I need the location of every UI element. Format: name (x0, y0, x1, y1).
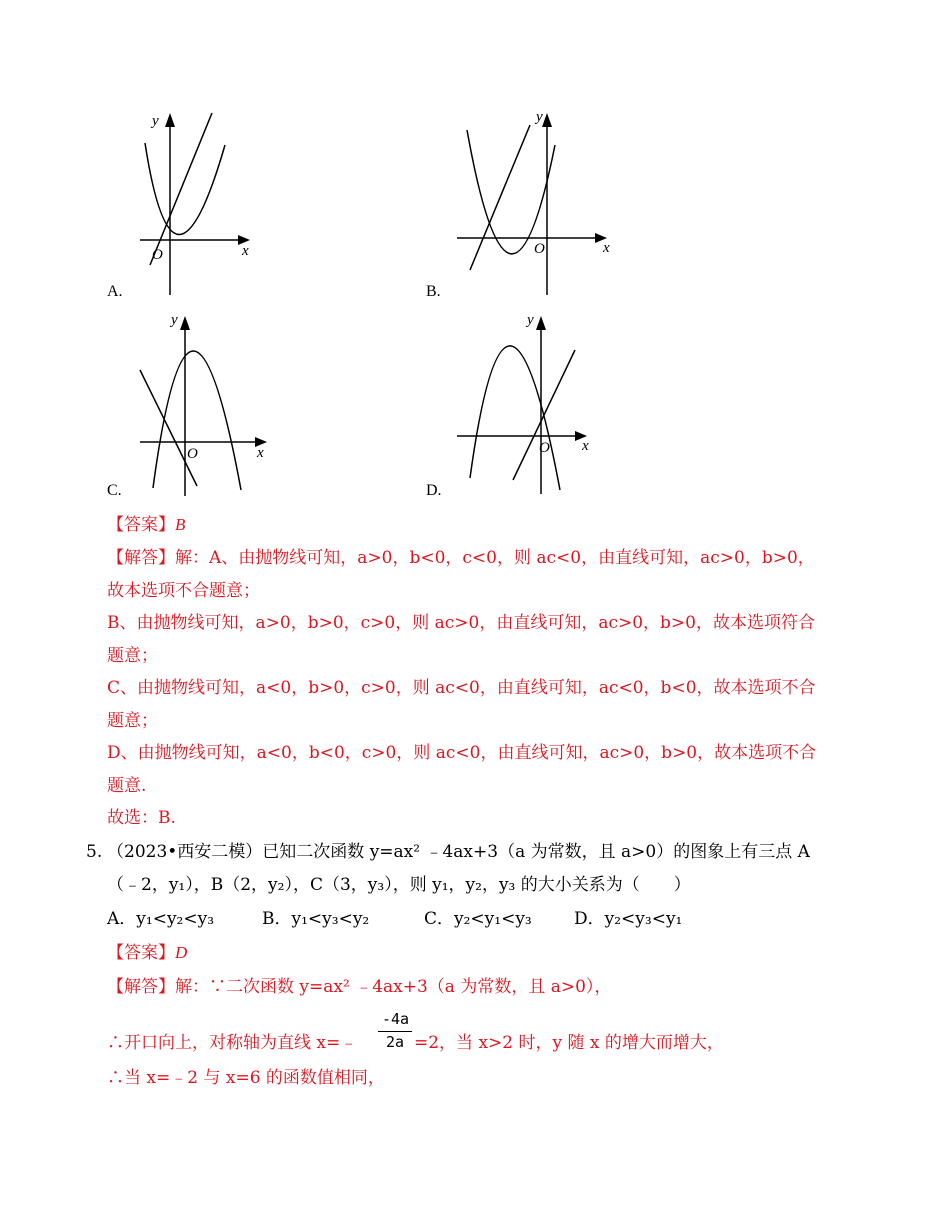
q5-solution-2-post: =2，当 x>2 时，y 随 x 的增大而增大， (414, 1033, 724, 1053)
q5-fraction-denominator: 2a (386, 1033, 405, 1051)
graph-c-x-label: x (257, 445, 264, 461)
q4-line-a1: A、由抛物线可知，a>0，b<0，c<0，则 ac<0，由直线可知，ac>0，b>0， (209, 548, 815, 568)
graph-b-y-label: y (536, 109, 543, 125)
q5-stem-1: （2023•西安二模）已知二次函数 y=ax² ﹣4ax+3（a 为常数，且 a>0）的图象上有三点 A (107, 842, 810, 862)
graph-c (135, 308, 275, 500)
q5-solution-line-1 (107, 975, 611, 999)
graph-d-label: D. (426, 482, 442, 499)
q5-answer: D (175, 943, 188, 962)
graph-a-y-label: y (152, 113, 159, 129)
q5-solution-tag: 【解答】 (107, 977, 175, 997)
graph-c-y-label: y (171, 312, 178, 328)
q5-solution-3: ∴当 x=﹣2 与 x=6 的函数值相同， (107, 1068, 385, 1088)
q4-line-d2: 题意. (107, 776, 147, 796)
q4-line-b1: B、由抛物线可知，a>0，b>0，c>0，则 ac>0，由直线可知，ac>0，b>0，故本选项符合 (107, 613, 815, 633)
q4-choose: 故选：B. (107, 808, 176, 828)
q4-answer: B (175, 515, 186, 534)
q5-stem-2: （﹣2，y₁），B（2，y₂），C（3，y₃），则 y₁，y₂，y₃ 的大小关系为（ ） (107, 875, 691, 895)
q5-option-d: D．y₂<y₃<y₁ (574, 909, 683, 929)
q4-line-d1: D、由抛物线可知，a<0，b<0，c>0，则 ac<0，由直线可知，ac>0，b>0，故本选项不合 (107, 743, 817, 763)
graph-d-origin-label: O (539, 440, 550, 456)
graph-b-origin-label: O (534, 241, 545, 257)
q5-option-a: A．y₁<y₂<y₃ (107, 909, 215, 929)
q5-option-c: C．y₂<y₁<y₃ (424, 909, 532, 929)
q4-solution-tag: 【解答】 (107, 548, 175, 568)
graph-a-label: A. (107, 283, 123, 300)
q5-option-b: B．y₁<y₃<y₂ (262, 909, 370, 929)
graph-c-label: C. (107, 482, 122, 499)
graph-a (130, 105, 260, 300)
q5-options (107, 907, 682, 931)
graph-a-origin-label: O (152, 247, 163, 263)
q5-number: 5. (86, 842, 103, 862)
q5-fraction-bar (378, 1031, 412, 1032)
q5-answer-tag: 【答案】 (107, 943, 175, 963)
q4-line-c2: 题意； (107, 711, 158, 731)
q5-answer-line (107, 941, 187, 965)
graph-d-x-label: x (582, 438, 589, 454)
q4-line-a2: 故本选项不合题意； (107, 581, 260, 601)
q4-line-c1: C、由抛物线可知，a<0，b>0，c>0，则 ac<0，由直线可知，ac<0，b<0，故本选项不合 (107, 678, 816, 698)
graph-a-x-label: x (242, 243, 249, 259)
q4-solution-intro: 解： (175, 548, 209, 568)
q5-solution-2-pre: ∴开口向上，对称轴为直线 x=﹣ (107, 1033, 358, 1053)
q4-answer-tag: 【答案】 (107, 515, 175, 535)
q5-fraction-numerator: -4a (382, 1010, 410, 1028)
q4-answer-line (107, 513, 185, 537)
q5-solution-1: 解：∵二次函数 y=ax² ﹣4ax+3（a 为常数，且 a>0）， (175, 977, 612, 997)
graph-d (455, 308, 605, 500)
q4-solution-line-1 (107, 546, 815, 570)
graph-d-y-label: y (527, 312, 534, 328)
graph-c-origin-label: O (187, 446, 198, 462)
graph-b-label: B. (426, 283, 441, 300)
graph-b-x-label: x (603, 240, 610, 256)
graph-b (455, 105, 615, 300)
q4-line-b2: 题意； (107, 646, 158, 666)
